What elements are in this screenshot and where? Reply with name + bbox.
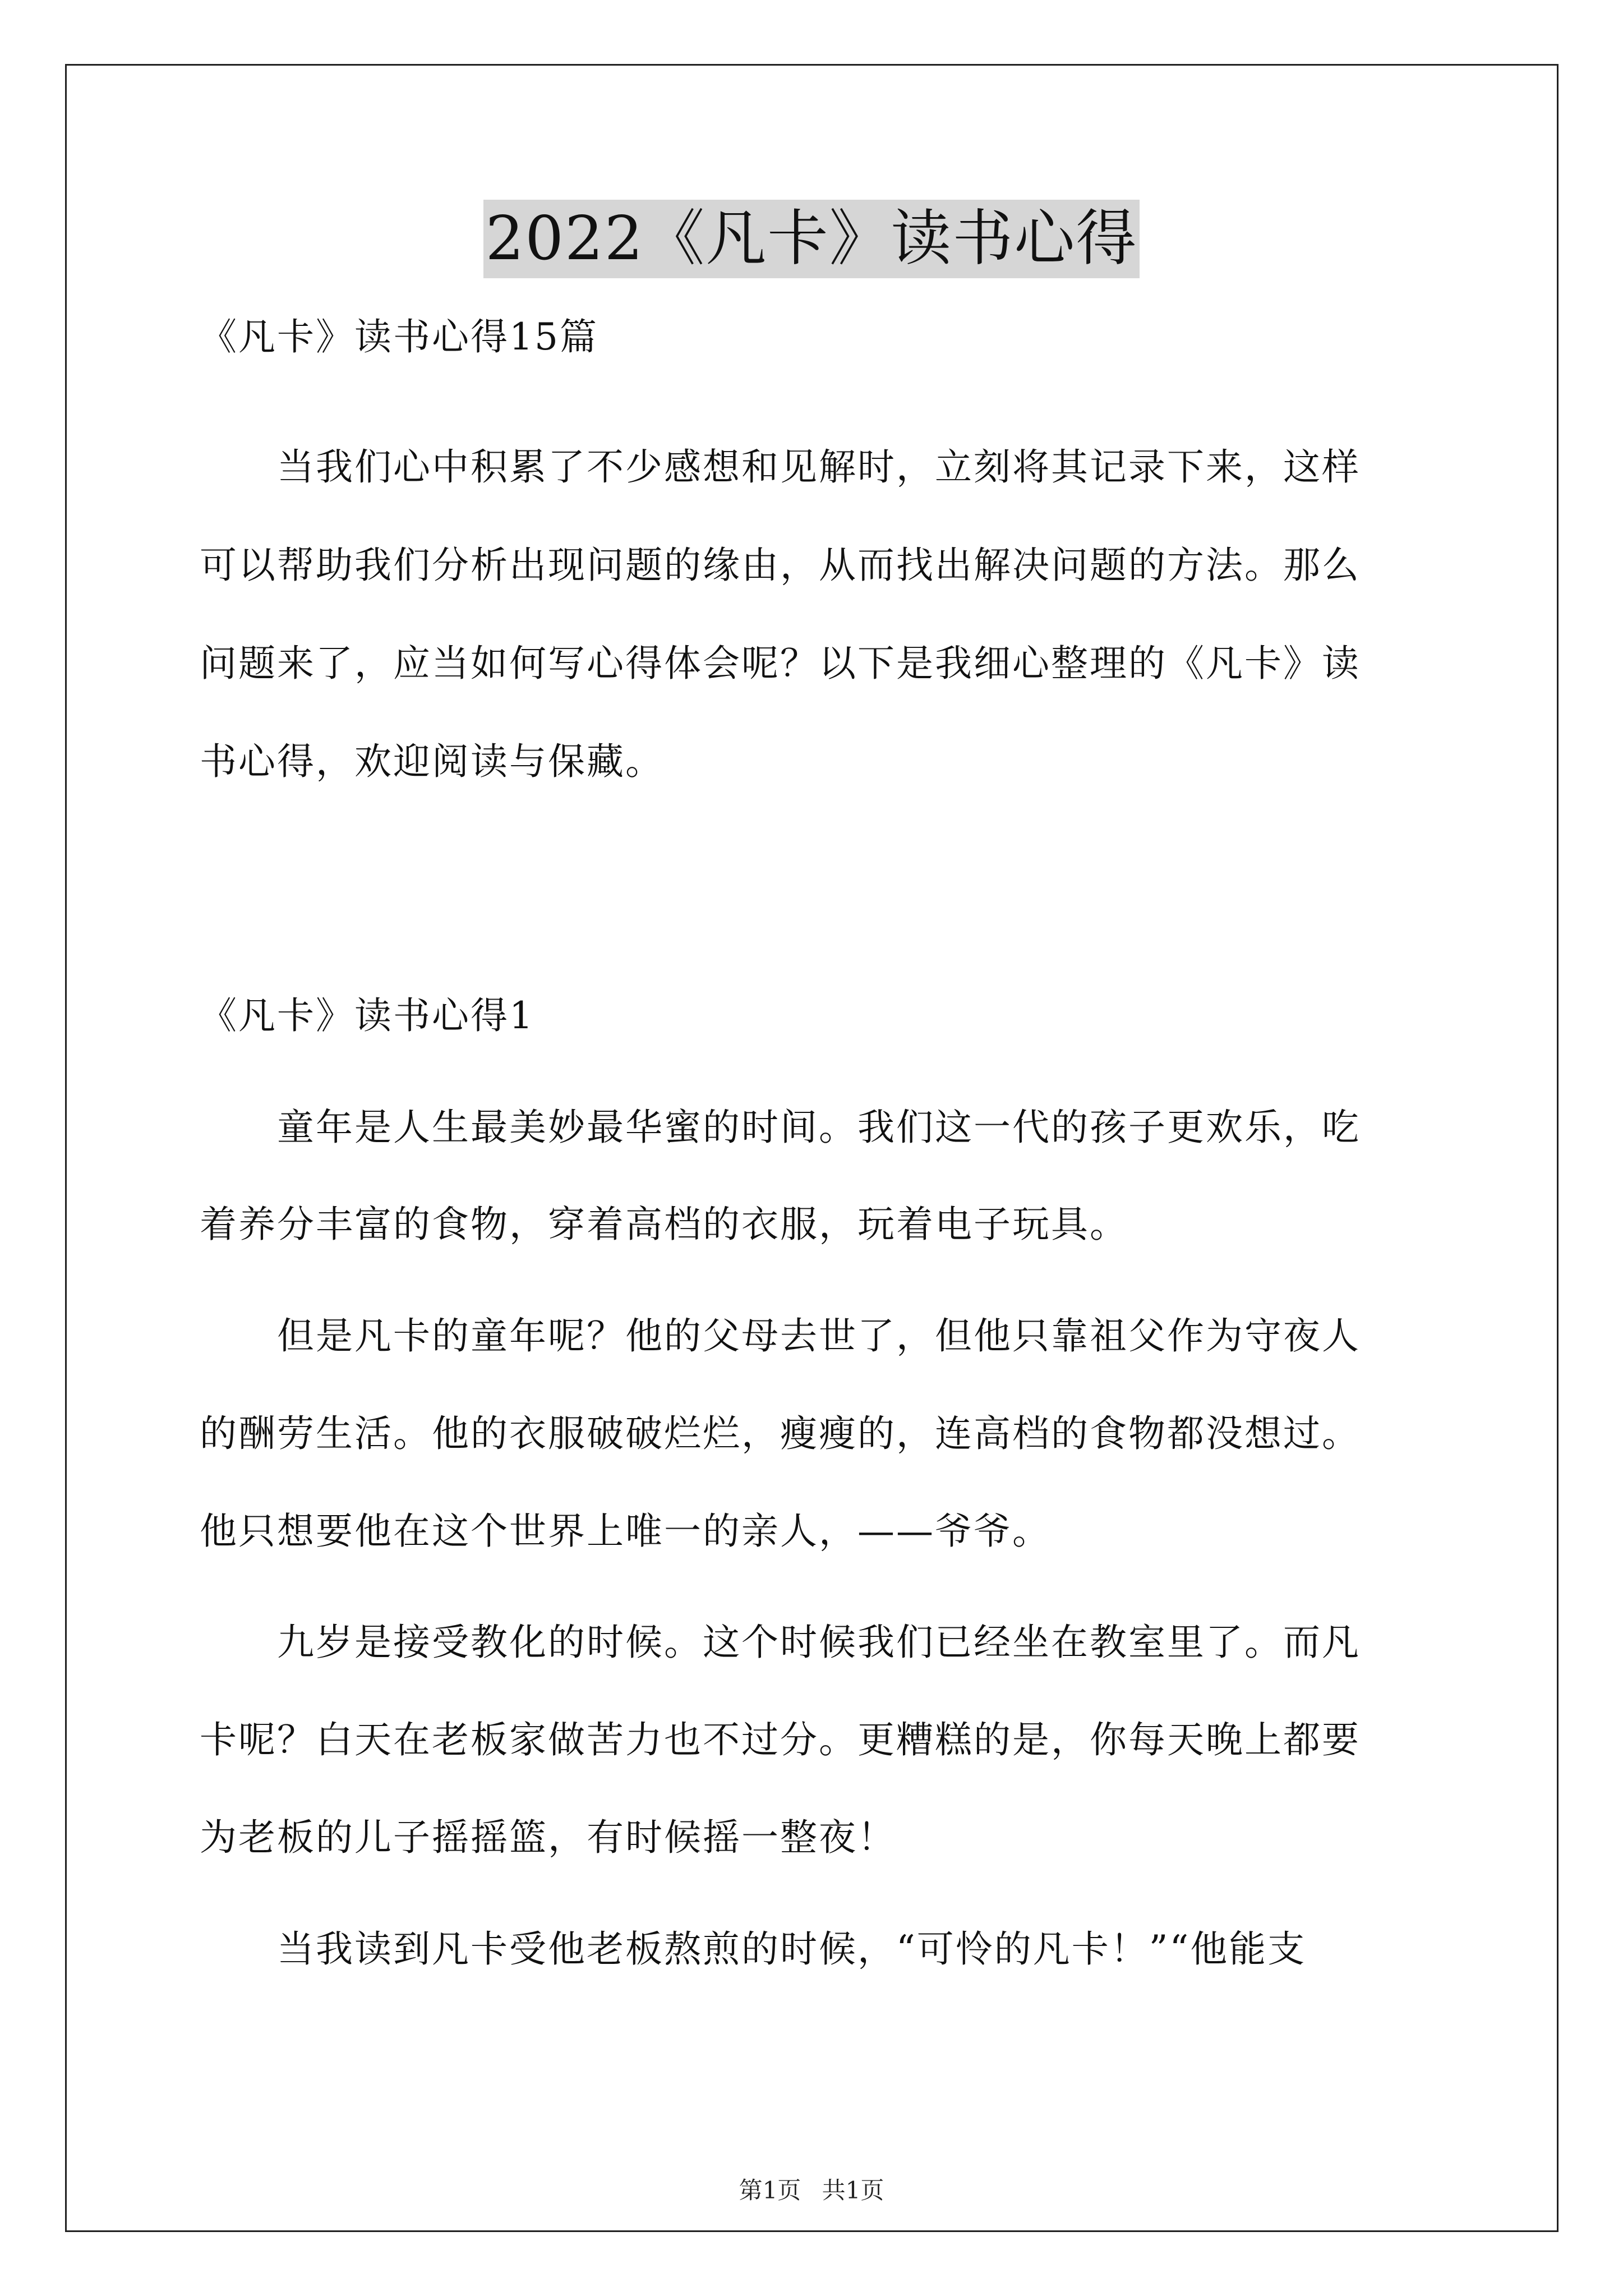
body-line: 为老板的儿子摇摇篮，有时候摇一整夜！ — [200, 1816, 896, 1859]
title-container — [0, 200, 1623, 278]
intro-line: 可以帮助我们分析出现问题的缘由，从而找出解决问题的方法。那么 — [200, 544, 1361, 587]
body-line: 他只想要他在这个世界上唯一的亲人，——爷爷。 — [200, 1510, 1051, 1553]
document-subtitle: 《凡卡》读书心得15篇 — [200, 315, 598, 358]
body-line: 但是凡卡的童年呢？他的父母去世了，但他只靠祖父作为守夜人 — [200, 1314, 1361, 1358]
body-line: 九岁是接受教化的时候。这个时候我们已经坐在教室里了。而凡 — [200, 1621, 1361, 1664]
page-footer — [0, 2174, 1623, 2207]
section-heading: 《凡卡》读书心得1 — [200, 994, 534, 1037]
page-total: 共1页 — [822, 2177, 884, 2204]
intro-line: 书心得，欢迎阅读与保藏。 — [200, 740, 664, 783]
body-line: 卡呢？白天在老板家做苦力也不过分。更糟糕的是，你每天晚上都要 — [200, 1718, 1361, 1761]
intro-line: 当我们心中积累了不少感想和见解时，立刻将其记录下来，这样 — [200, 445, 1361, 489]
document-title: 2022《凡卡》读书心得 — [483, 200, 1140, 278]
body-line: 童年是人生最美妙最华蜜的时间。我们这一代的孩子更欢乐，吃 — [200, 1106, 1361, 1149]
body-line: 着养分丰富的食物，穿着高档的衣服，玩着电子玩具。 — [200, 1203, 1128, 1246]
intro-line: 问题来了，应当如何写心得体会呢？以下是我细心整理的《凡卡》读 — [200, 642, 1361, 685]
page-number: 第1页 — [739, 2177, 801, 2204]
body-line: 当我读到凡卡受他老板熬煎的时候，“可怜的凡卡！”“他能支 — [200, 1927, 1307, 1971]
body-line: 的酬劳生活。他的衣服破破烂烂，瘦瘦的，连高档的食物都没想过。 — [200, 1412, 1361, 1455]
